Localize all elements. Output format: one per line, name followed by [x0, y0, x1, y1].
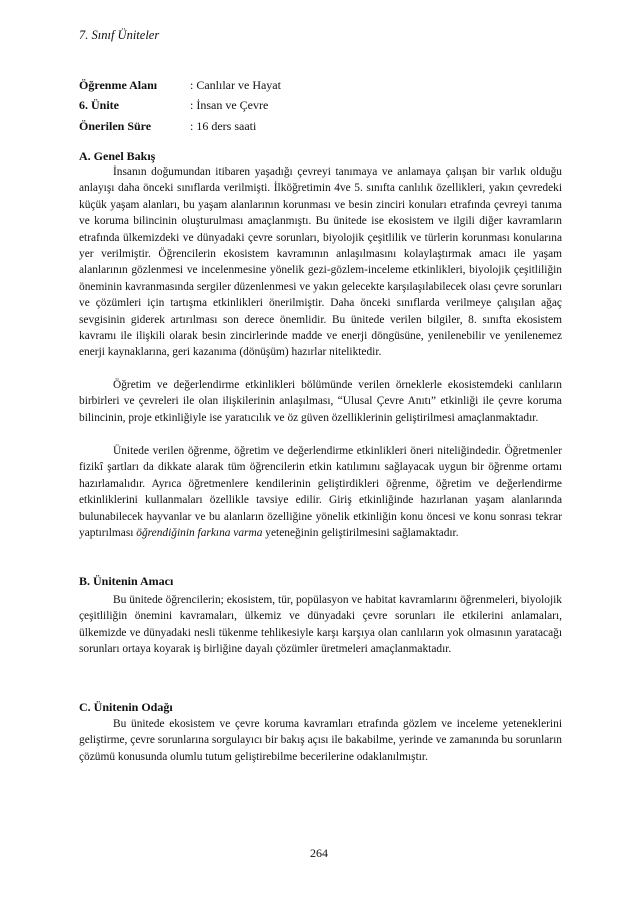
paragraph-text: Ünitede verilen öğrenme, öğretim ve değerlendirme etkinlikleri öneri niteliğindedir. Öğretmenler fizikî şartları da dikkate alarak tüm öğrencilerin etkin katılımını sağlayacak uygun bir öğrenme ortamı hazırlamalıdır. Ayrıca öğretmenlere kendilerinin geliştirdikleri öğrenme, öğretim ve değerlendirme etkinliklerini kullanmaları özellikle tavsiye edilir. Giriş etkinliğinde hazırlanan yaşam alanlarında bulunabilecek hayvanlar ve bu alanların özelliğine yönelik etkinliğin konu öncesi ve konu sonrası tekrar yaptırılması: [79, 445, 562, 540]
info-value: : İnsan ve Çevre: [190, 98, 269, 112]
overview-paragraph-2: Öğretim ve değerlendirme etkinlikleri bölümünde verilen örneklerle ekosistemdeki canlıların birbirleri ve çevreleri ile olan ilişkilerinin anlaşılması, “Ulusal Çevre Anıtı” etkinliği ile çevre koruma bilincinin, proje etkinliğiyle ise yaratıcılık ve öz güven özelliklerinin geliştirilmesi amaçlanmaktadır.: [79, 379, 562, 424]
info-value: : 16 ders saati: [190, 119, 257, 133]
info-label: 6. Ünite: [79, 98, 119, 112]
focus-paragraph: Bu ünitede ekosistem ve çevre koruma kavramları etrafında gözlem ve inceleme yeteneklerini geliştirme, çevre sorunlarına sorgulayıcı bir bakış açısı ile bakabilme, yerinde ve zamanında bu sorunların çözümü konusunda olumlu tutum geliştirebilme becerilerine odaklanılmıştır.: [79, 718, 562, 763]
section-title-overview: A. Genel Bakış: [79, 149, 156, 163]
emphasis-text: öğrendiğinin farkına varma: [136, 527, 263, 540]
page-number: 264: [310, 846, 328, 860]
section-title-focus: C. Ünitenin Odağı: [79, 700, 173, 714]
purpose-paragraph: Bu ünitede öğrencilerin; ekosistem, tür, popülasyon ve habitat kavramlarını öğrenmeleri, biyolojik çeşitliliğin önemini kavramaları, ülkemiz ve dünyadaki çevre sorunları ile etkilerini anlamaları, ülkemizde ve dünyadaki nesli tükenme tehlikesiyle karşı karşıya olan canlıların yok olmasının yaratacağı sorunları ortaya koyarak iş birliğine dayalı çözümler üretmeleri amaçlanmaktadır.: [79, 594, 562, 656]
overview-paragraph-1: İnsanın doğumundan itibaren yaşadığı çevreyi tanımaya ve anlamaya çalışan bir varlık olduğu anlayışı daha önceki sınıflarda verilmişti. İlköğretimin 4ve 5. sınıfta canlılık özellikleri, yakın çevredeki küçük yaşam alanları, bu yaşam alanlarının korunması ve besin zinciri konuları etrafında çevreyi tanıma ve koruma bilincinin oluşturulması amaçlanmıştı. Bu ünitede ise ekosistem ve ilgili diğer kavramların etrafında ülkemizdeki ve dünyadaki çevre sorunları, biyolojik çeşitlilik ve türlerin korunması konularına yer verilmiştir. Öğrencilerin ekosistem kavramının anlaşılmasını kolaylaştırmak amacı ile yaşam alanlarının gözlenmesi ve incelenmesine yönelik gezi-gözlem-inceleme etkinlikleri, biyolojik çeşitliliğin öneminin kavranmasında sergiler düzenlenmesi ve yakın gelecekte karşılaşılabilecek olası çevre sorunları ve çözümleri için tartışma etkinlikleri önerilmiştir. Daha önceki sınıflarda verilmeye çalışılan ağaç sevgisinin giderek artırılması son derece önemlidir. Bu ünitede verilen bilgiler, 8. sınıfta ekosistem kavramı ile ilişkili olarak besin zincirlerinde madde ve enerji döngüsüne, yenilenebilir ve yenilenemez enerji kaynaklarına, geri kazanıma (dönüşüm) hazırlar niteliktedir.: [79, 166, 562, 359]
info-label: Önerilen Süre: [79, 119, 152, 133]
running-title: 7. Sınıf Üniteler: [79, 28, 160, 42]
section-title-purpose: B. Ünitenin Amacı: [79, 574, 174, 588]
overview-paragraph-3: [79, 443, 562, 541]
paragraph-text-end: yeteneğinin geliştirilmesini sağlamaktadır.: [265, 527, 459, 540]
info-label: Öğrenme Alanı: [79, 78, 158, 92]
info-value: : Canlılar ve Hayat: [190, 78, 281, 92]
